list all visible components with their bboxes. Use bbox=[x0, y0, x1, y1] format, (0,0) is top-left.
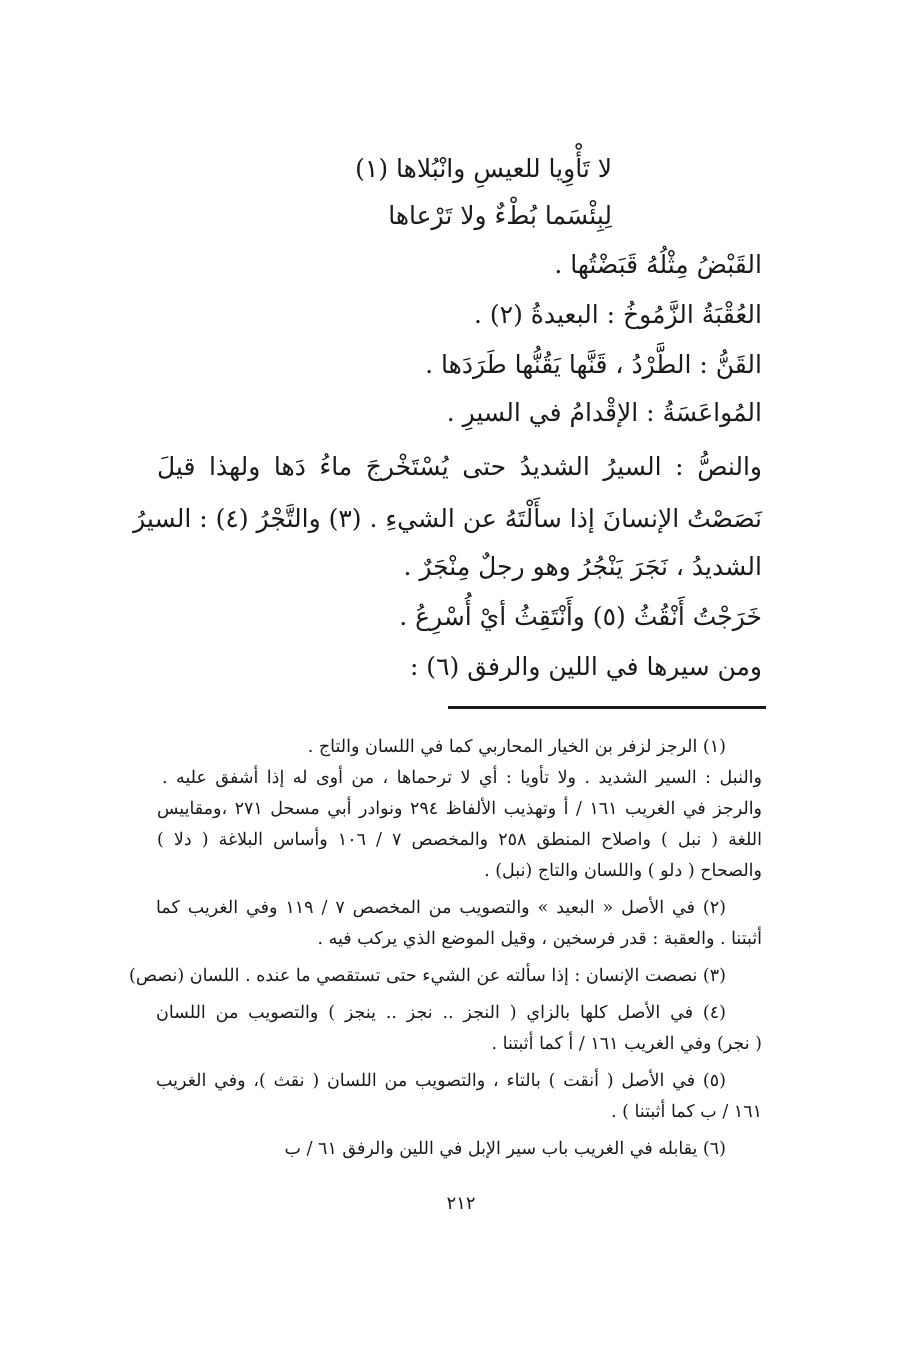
footnote-line: والصحاح ( دلو ) واللسان والتاج (نبل) . bbox=[484, 861, 762, 881]
footnote-line: (١) الرجز لزفر بن الخيار المحاربي كما في اللسان والتاج . bbox=[307, 737, 726, 757]
body-text-line: القَنُّ : الطَّرْدُ ، قَنَّها يَقُنُّها طَرَدَها . bbox=[425, 350, 762, 379]
footnote-line: والنبل : السير الشديد . ولا تأويا : أي لا ترحماها ، من أوى له إذا أشفق عليه . bbox=[162, 768, 762, 788]
body-text-line: الشديدُ ، نَجَرَ يَنْجُرُ وهو رجلٌ مِنْجَرٌ . bbox=[403, 552, 762, 581]
footnote-line: (٤) في الأصل كلها بالزاي ( النجز .. نجز .. ينجز ) والتصويب من اللسان bbox=[156, 1003, 726, 1023]
page-number: ٢١٢ bbox=[446, 1193, 476, 1214]
footnote-line: ١٦١ / ب كما أثبتنا ) . bbox=[610, 1102, 762, 1122]
footnote-line: أثبتنا . والعقبة : قدر فرسخين ، وقيل الموضع الذي يركب فيه . bbox=[317, 929, 762, 949]
body-text-line: خَرَجْتُ أَنْقُثُ (٥) وأَنْتَقِثُ أيْ أُسْرِعُ . bbox=[399, 602, 762, 631]
footnote-line: والرجز في الغريب ١٦١ / أ وتهذيب الألفاظ ٢٩٤ ونوادر أبي مسحل ٢٧١ ،ومقاييس bbox=[157, 799, 763, 819]
footnote-line: ( نجر) وفي الغريب ١٦١ / أ كما أثبتنا . bbox=[491, 1034, 762, 1054]
footnote-line: (٣) نصصت الإنسان : إذا سألته عن الشيء حتى تستقصي ما عنده . اللسان (نصص) bbox=[129, 966, 726, 986]
footnote-separator bbox=[448, 706, 766, 709]
body-text-line: المُواعَسَةُ : الإقْدامُ في السيرِ . bbox=[446, 398, 762, 427]
body-text-line: والنصُّ : السيرُ الشديدُ حتى يُسْتَخْرجَ ماءُ دَها ولهذا قيلَ bbox=[157, 452, 762, 481]
footnote-line: اللغة ( نبل ) واصلاح المنطق ٢٥٨ والمخصص ٧ / ١٠٦ وأساس البلاغة ( دلا ) bbox=[157, 830, 762, 850]
body-text-line: نَصَصْتُ الإنسانَ إذا سأَلْتَهُ عن الشيءِ . (٣) والتَّجْرُ (٤) : السيرُ bbox=[133, 504, 762, 533]
footnote-line: (٥) في الأصل ( أنقت ) بالتاء ، والتصويب من اللسان ( نقث )، وفي الغريب bbox=[156, 1071, 726, 1091]
verse-line: لِبِئْسَما بُطْءٌ ولا تَرْعاها bbox=[388, 201, 612, 230]
verse-line: لا تَأْوِيا للعيسِ وانْبُلاها (١) bbox=[355, 154, 612, 183]
body-text-line: العُقْبَةُ الزَّمُوخُ : البعيدةُ (٢) . bbox=[473, 300, 762, 329]
body-text-line: ومن سيرها في اللين والرفق (٦) : bbox=[409, 652, 762, 681]
footnote-line: (٢) في الأصل « البعيد » والتصويب من المخصص ٧ / ١١٩ وفي الغريب كما bbox=[156, 898, 726, 918]
body-text-line: القَبْضُ مِثْلُهُ قَبَضْتُها . bbox=[554, 250, 762, 279]
footnote-line: (٦) يقابله في الغريب باب سير الإبل في اللين والرفق ٦١ / ب bbox=[284, 1139, 726, 1159]
